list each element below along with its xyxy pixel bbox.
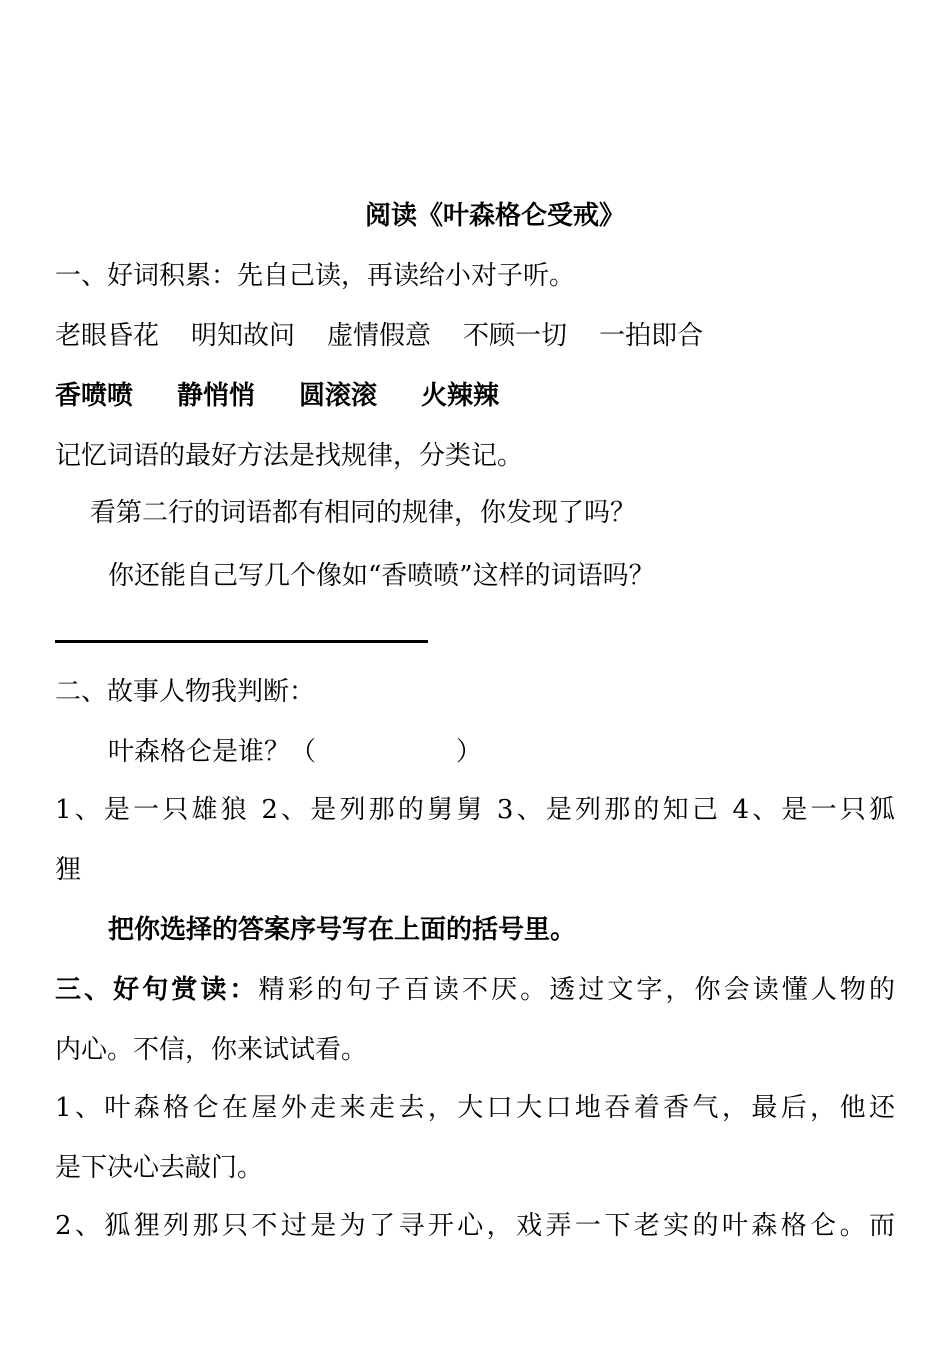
section3-intro-line-1 — [55, 970, 895, 1010]
reduplicated-word: 香喷喷 — [55, 381, 134, 411]
reduplicated-word: 静悄悄 — [177, 381, 256, 411]
answer-blank-line[interactable] — [55, 640, 428, 643]
section1-heading: 一、好词积累： — [55, 261, 238, 291]
section1-instruction: 先自己读，再读给小对子听。 — [237, 261, 576, 291]
section3-intro-line-2: 内心。不信，你来试试看。 — [55, 1035, 368, 1065]
page-title: 阅读《叶森格仑受戒》 — [364, 201, 625, 231]
section3-sentence-1-line-2: 是下决心去敲门。 — [55, 1153, 264, 1183]
memory-tip: 记忆词语的最好方法是找规律，分类记。 — [55, 441, 524, 471]
section3-heading: 三、好句赏读： — [55, 975, 259, 1005]
section2-options-line-1: 1、是一只雄狼 2、是列那的舅舅 3、是列那的知己 4、是一只狐 — [55, 795, 895, 825]
section2-question-text: 叶森格仑是谁？（ — [108, 737, 317, 767]
idiom-word: 一拍即合 — [599, 321, 704, 351]
reduplicated-word-list — [55, 376, 499, 416]
section2-question — [108, 732, 482, 772]
section1-question-2: 你还能自己写几个像如“香喷喷”这样的词语吗？ — [108, 561, 655, 591]
idiom-word: 不顾一切 — [463, 321, 568, 351]
section2-question-close: ） — [456, 737, 483, 767]
section1-question-1: 看第二行的词语都有相同的规律，你发现了吗？ — [90, 498, 637, 528]
section2-instruction: 把你选择的答案序号写在上面的括号里。 — [108, 915, 577, 945]
idiom-word: 明知故问 — [191, 321, 296, 351]
section1-heading-line — [55, 256, 575, 296]
idiom-word: 老眼昏花 — [55, 321, 160, 351]
section3-intro: 精彩的句子百读不厌。透过文字，你会读懂人物的 — [258, 975, 895, 1005]
reduplicated-word: 圆滚滚 — [299, 381, 378, 411]
section2-heading: 二、故事人物我判断： — [55, 677, 316, 707]
idiom-list — [55, 316, 703, 356]
section3-sentence-1-line-1: 1、叶森格仑在屋外走来走去，大口大口地吞着香气，最后，他还 — [55, 1093, 895, 1123]
idiom-word: 虚情假意 — [327, 321, 432, 351]
reduplicated-word: 火辣辣 — [421, 381, 500, 411]
section3-sentence-2-line-1: 2、狐狸列那只不过是为了寻开心，戏弄一下老实的叶森格仑。而 — [55, 1211, 895, 1241]
section2-options-line-2: 狸 — [55, 855, 82, 885]
